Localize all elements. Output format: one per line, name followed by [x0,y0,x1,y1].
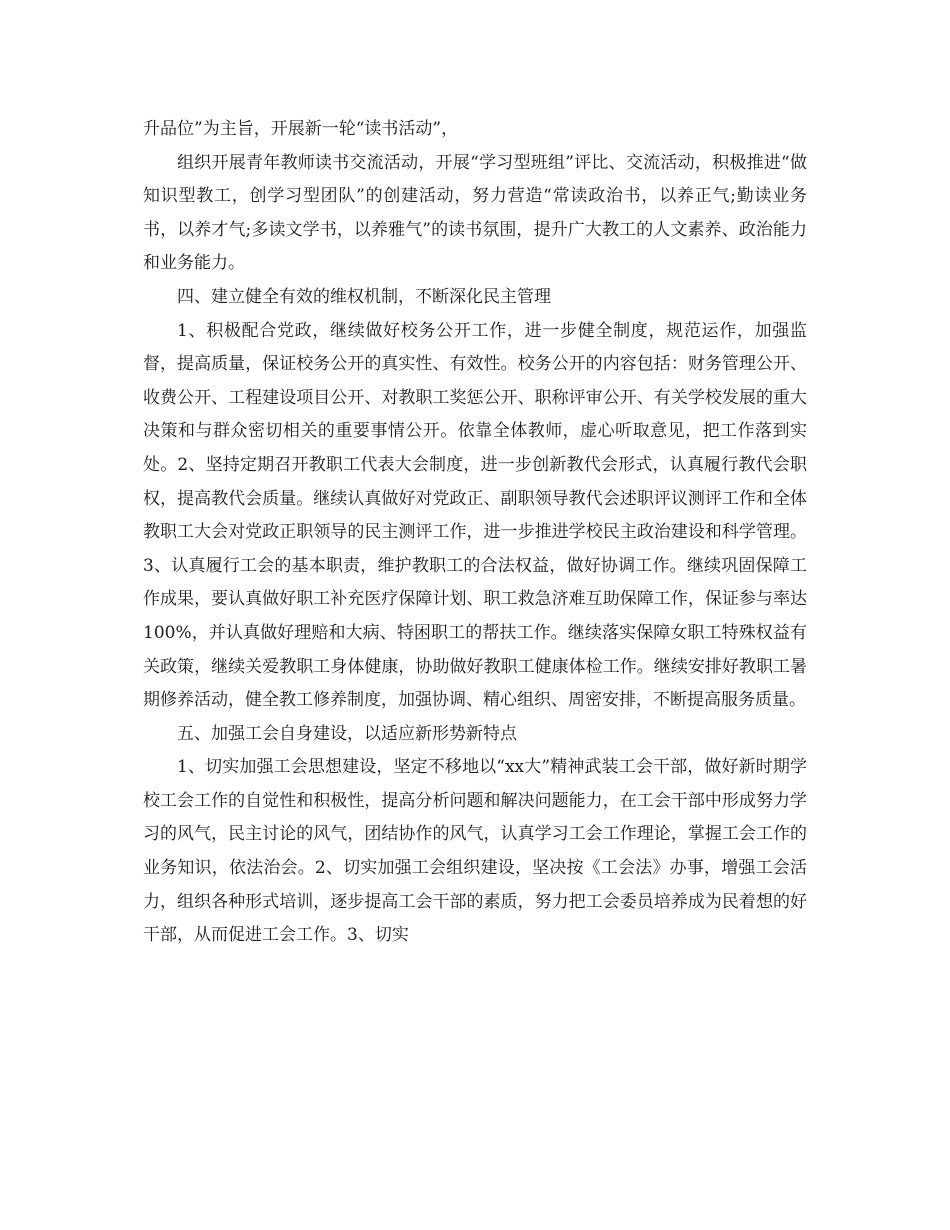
paragraph-reading-activities: 组织开展青年教师读书交流活动，开展“学习型班组”评比、交流活动，积极推进“做知识型教工，创学习型团队”的创建活动，努力营造“常读政治书，以养正气;勤读业务书，以养才气;多读文学书，以养雅气”的读书氛围，提升广大教工的人文素养、政治能力和业务能力。 [143,152,807,274]
section-heading-rights-protection: 四、建立健全有效的维权机制，不断深化民主管理 [177,286,551,307]
paragraph-continuation: 升品位”为主旨，开展新一轮“读书活动”， [143,119,459,139]
document-body [143,113,807,953]
paragraph-union-building: 1、切实加强工会思想建设，坚定不移地以“xx大”精神武装工会干部，做好新时期学校工会工作的自觉性和积极性，提高分析问题和解决问题能力，在工会干部中形成努力学习的风气，民主讨论的风气，团结协作的风气，认真学习工会工作理论，掌握工会工作的业务知识，依法治会。2、切实加强工会组织建设，坚决按《工会法》办事，增强工会活力，组织各种形式培训，逐步提高工会干部的素质，努力把工会委员培养成为民着想的好干部，从而促进工会工作。3、切实 [143,757,807,946]
paragraph-rights-protection: 1、积极配合党政，继续做好校务公开工作，进一步健全制度，规范运作，加强监督，提高质量，保证校务公开的真实性、有效性。校务公开的内容包括：财务管理公开、收费公开、工程建设项目公开、对教职工奖惩公开、职称评审公开、有关学校发展的重大决策和与群众密切相关的重要事情公开。依靠全体教师，虚心听取意见，把工作落到实处。2、坚持定期召开教职工代表大会制度，进一步创新教代会形式，认真履行教代会职权，提高教代会质量。继续认真做好对党政正、副职领导教代会述职评议测评工作和全体教职工大会对党政正职领导的民主测评工作，进一步推进学校民主政治建设和科学管理。3、认真履行工会的基本职责，维护教职工的合法权益，做好协调工作。继续巩固保障工作成果，要认真做好职工补充医疗保障计划、职工救急济难互助保障工作，保证参与率达100%，并认真做好理赔和大病、特困职工的帮扶工作。继续落实保障女职工特殊权益有关政策，继续关爱教职工身体健康，协助做好教职工健康体检工作。继续安排好教职工暑期修养活动，健全教工修养制度，加强协调、精心组织、周密安排，不断提高服务质量。 [143,320,807,711]
section-heading-union-building: 五、加强工会自身建设，以适应新形势新特点 [177,723,517,744]
